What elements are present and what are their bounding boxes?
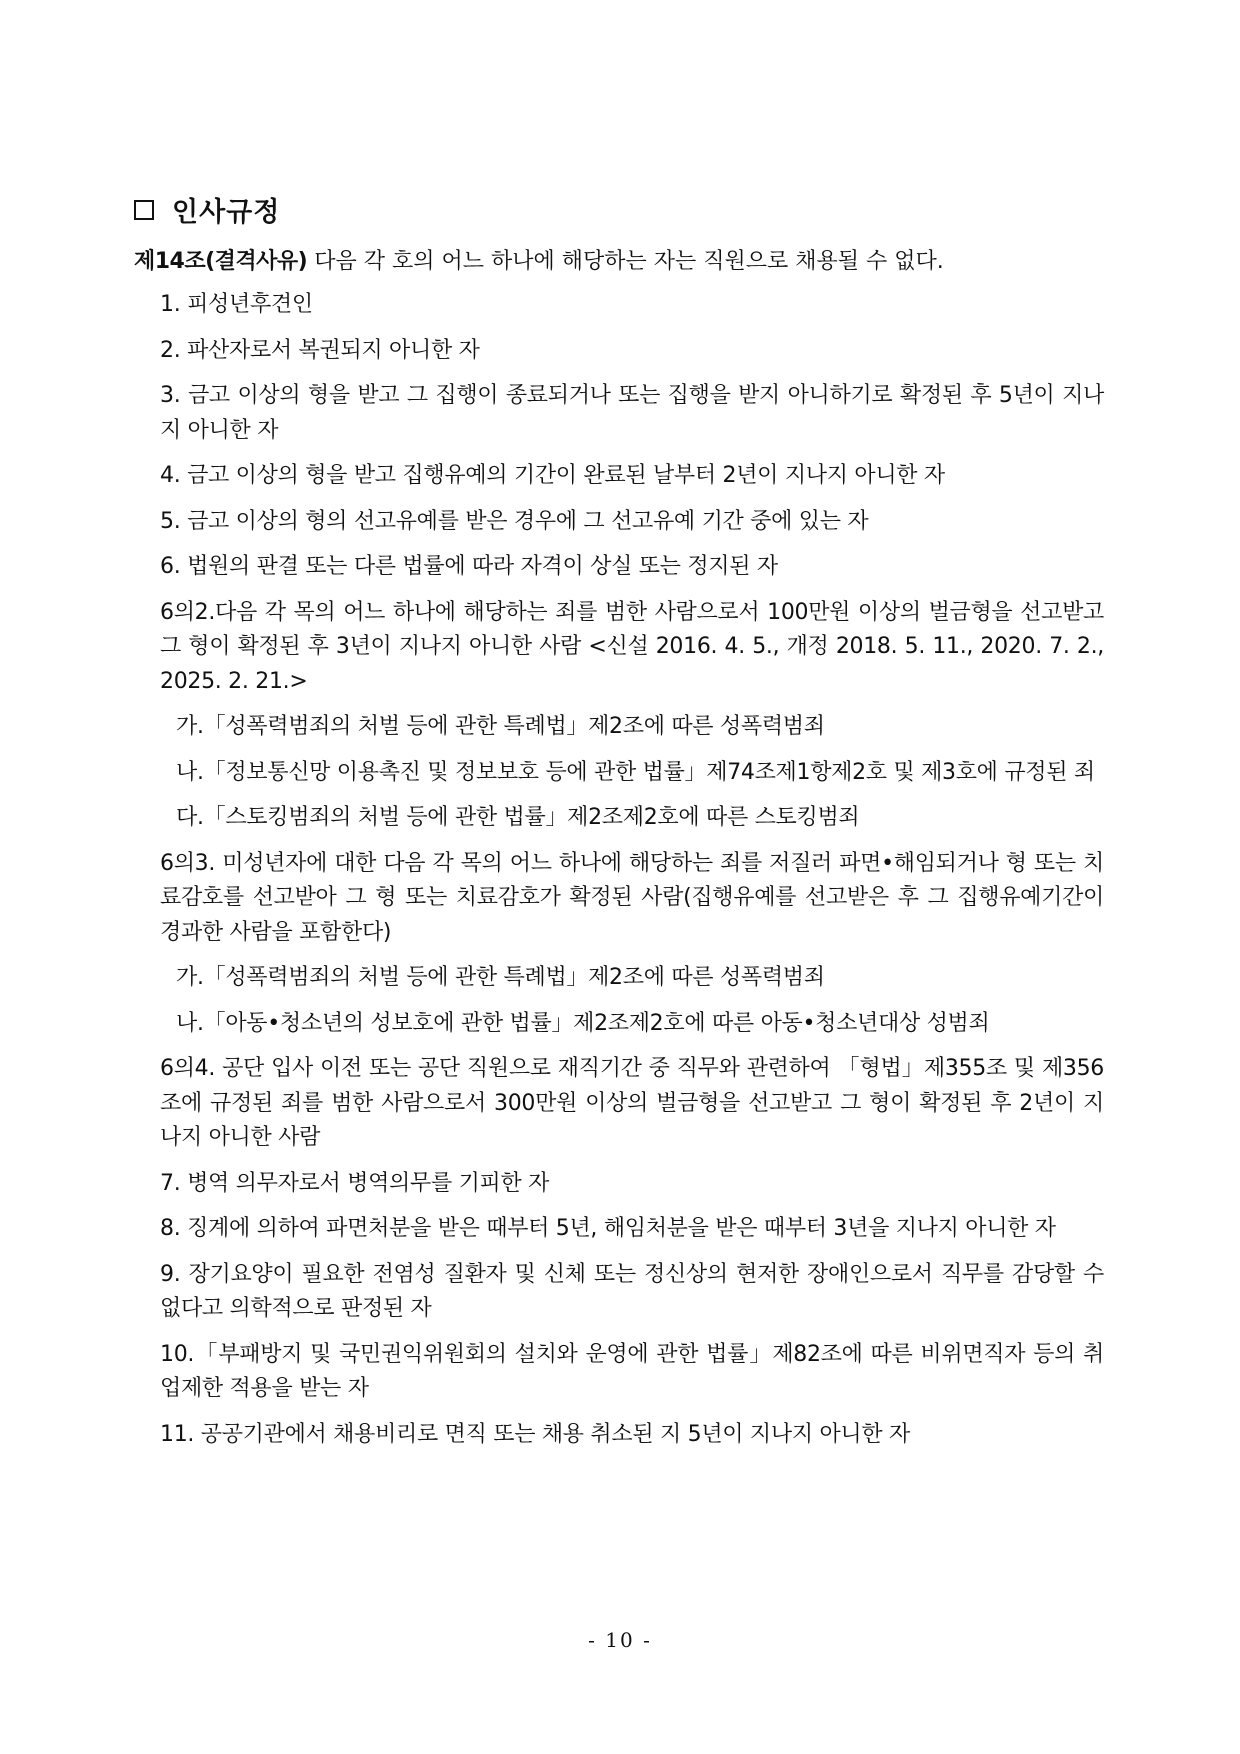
item-list: [160, 288, 1104, 1463]
list-item: 6의2.다음 각 목의 어느 하나에 해당하는 죄를 범한 사람으로서 100만원 이상의 벌금형을 선고받고 그 형이 확정된 후 3년이 지나지 아니한 사람 <신설 2016. 4. 5., 개정 2018. 5. 11., 2020. 7. 2., 2025. 2. 21.>: [160, 599, 1104, 694]
list-item: 8. 징계에 의하여 파면처분을 받은 때부터 5년, 해임처분을 받은 때부터 3년을 지나지 아니한 자: [160, 1216, 1056, 1241]
list-item: 10.「부패방지 및 국민권익위원회의 설치와 운영에 관한 법률」제82조에 따른 비위면직자 등의 취업제한 적용을 받는 자: [160, 1341, 1104, 1401]
article-heading: [134, 246, 1114, 277]
sub-item: 가.「성폭력범죄의 처벌 등에 관한 특례법」제2조에 따른 성폭력범죄: [176, 714, 825, 739]
list-item: 2. 파산자로서 복권되지 아니한 자: [160, 337, 480, 363]
list-item: 9. 장기요양이 필요한 전염성 질환자 및 신체 또는 정신상의 현저한 장애인으로서 직무를 감당할 수 없다고 의학적으로 판정된 자: [160, 1261, 1104, 1321]
list-item: 6. 법원의 판결 또는 다른 법률에 따라 자격이 상실 또는 정지된 자: [160, 554, 778, 579]
list-item: 11. 공공기관에서 채용비리로 면직 또는 채용 취소된 지 5년이 지나지 아니한 자: [160, 1421, 910, 1447]
list-item: 6의4. 공단 입사 이전 또는 공단 직원으로 재직기간 중 직무와 관련하여 「형법」제355조 및 제356조에 규정된 죄를 범한 사람으로서 300만원 이상의 벌금형을 선고받고 그 형이 확정된 후 2년이 지나지 아니한 사람: [160, 1056, 1104, 1150]
section-heading: [134, 190, 280, 229]
sub-item: 가.「성폭력범죄의 처벌 등에 관한 특례법」제2조에 따른 성폭력범죄: [176, 965, 825, 990]
list-item: 5. 금고 이상의 형의 선고유예를 받은 경우에 그 선고유예 기간 중에 있는 자: [160, 508, 869, 534]
list-item: 6의3. 미성년자에 대한 다음 각 목의 어느 하나에 해당하는 죄를 저질러 파면•해임되거나 형 또는 치료감호를 선고받아 그 형 또는 치료감호가 확정된 사람(집행유예를 선고받은 후 그 집행유예기간이 경과한 사람을 포함한다): [160, 850, 1104, 945]
list-item: 1. 피성년후견인: [160, 292, 313, 317]
section-title: 인사규정: [172, 197, 281, 228]
list-item: 4. 금고 이상의 형을 받고 집행유예의 기간이 완료된 날부터 2년이 지나지 아니한 자: [160, 463, 945, 488]
sub-item: 나.「아동•청소년의 성보호에 관한 법률」제2조제2호에 따른 아동•청소년대상 성범죄: [176, 1010, 990, 1036]
empty-square-icon: [134, 200, 154, 220]
page-number: - 10 -: [588, 1628, 652, 1652]
list-item: 7. 병역 의무자로서 병역의무를 기피한 자: [160, 1170, 550, 1196]
sub-item: 나.「정보통신망 이용촉진 및 정보보호 등에 관한 법률」제74조제1항제2호 및 제3호에 규정된 죄: [176, 759, 1095, 785]
sub-item: 다.「스토킹범죄의 처벌 등에 관한 법률」제2조제2호에 따른 스토킹범죄: [176, 805, 860, 830]
article-text: 다음 각 호의 어느 하나에 해당하는 자는 직원으로 채용될 수 없다.: [307, 249, 944, 274]
list-item: 3. 금고 이상의 형을 받고 그 집행이 종료되거나 또는 집행을 받지 아니하기로 확정된 후 5년이 지나지 아니한 자: [160, 383, 1104, 443]
article-number: 제14조(결격사유): [134, 249, 308, 274]
